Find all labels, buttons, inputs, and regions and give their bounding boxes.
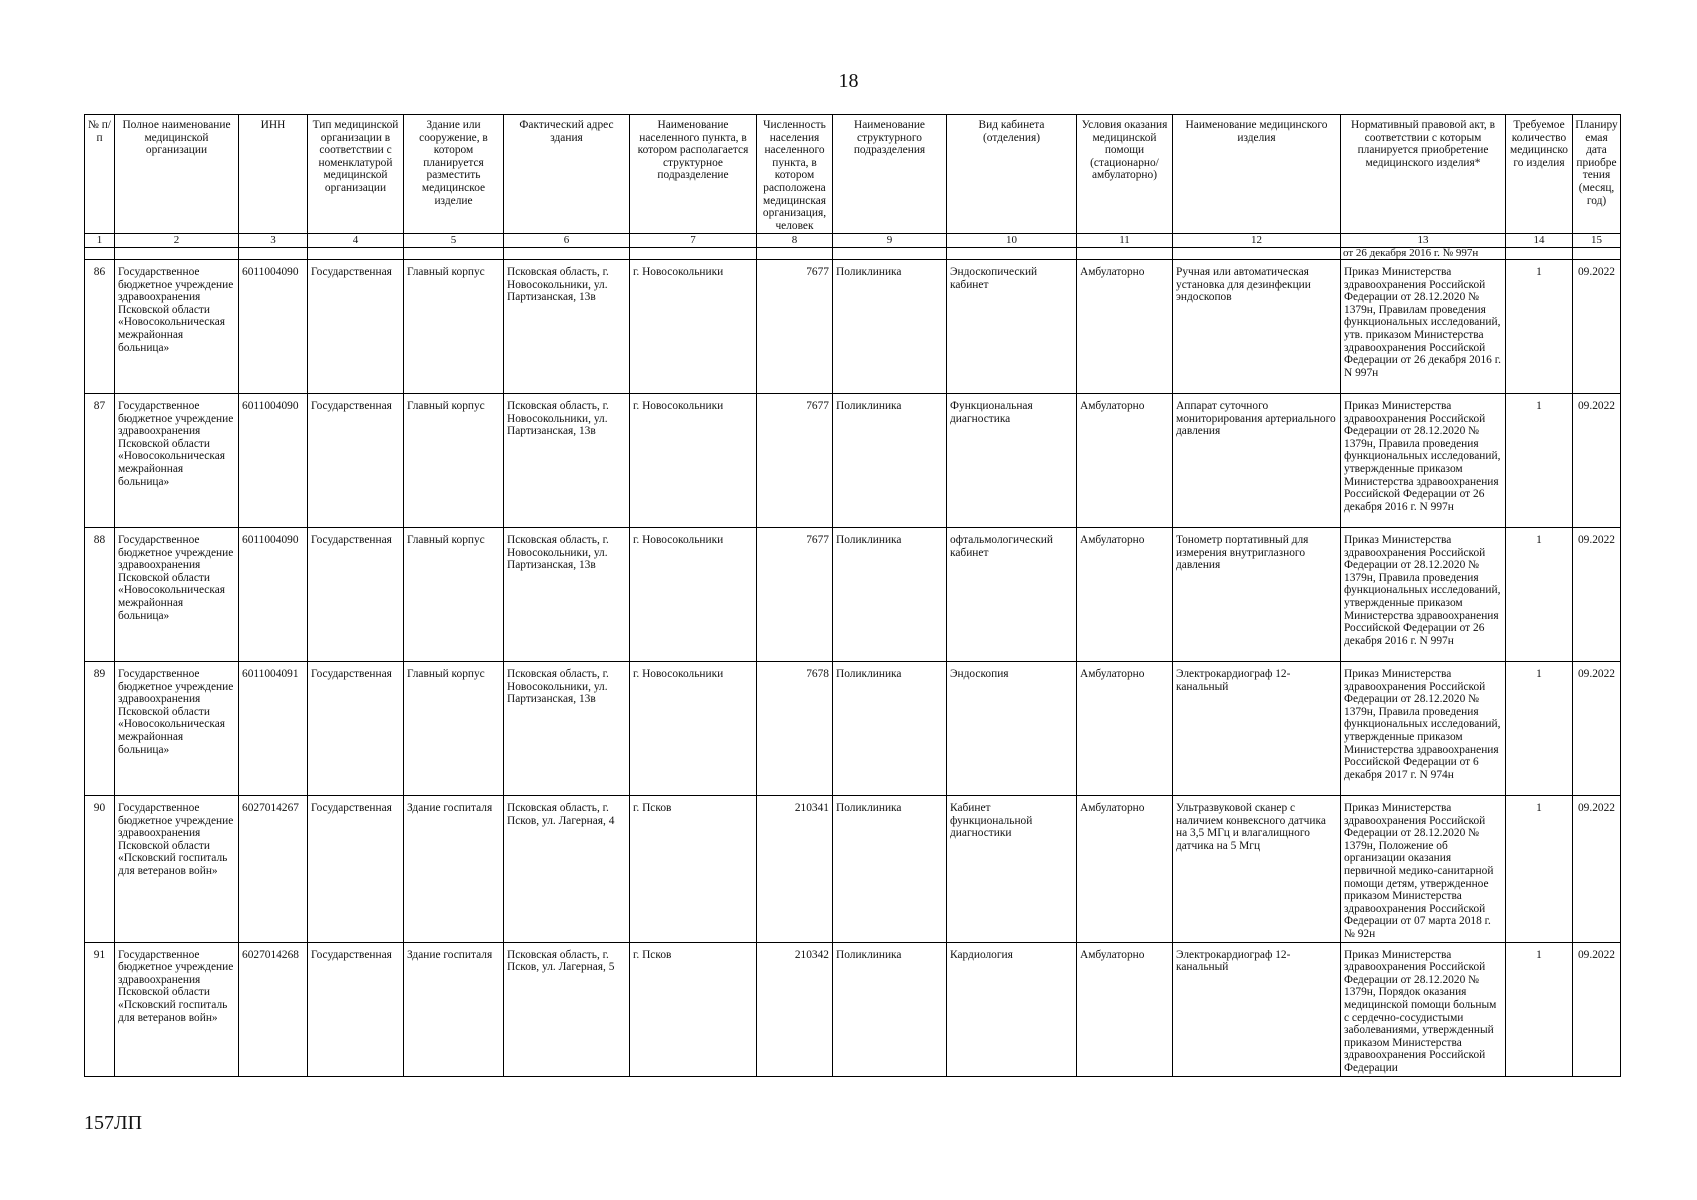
legal-act: Приказ Министерства здравоохранения Российской Федерации от 28.12.2020 № 1379н, Порядок оказания медицинской помощи больным с сердечно-сосудистыми заболеваниями, утвержденный приказом Министерства здравоохранения Российской Федерации: [1341, 942, 1506, 1076]
purchase-date: 09.2022: [1573, 260, 1621, 394]
structural-unit: Поликлиника: [833, 260, 947, 394]
organization-name: Государственное бюджетное учреждение здравоохранения Псковской области «Новосокольническая межрайонная больница»: [115, 260, 239, 394]
column-number: 5: [404, 234, 504, 248]
row-number: 86: [85, 260, 115, 394]
address-cell: Псковская область, г. Псков, ул. Лагерная, 5: [504, 942, 630, 1076]
organization-type: Государственная: [308, 394, 404, 528]
column-header: Тип медицинской организации в соответствии с номенклатурой медицинской организации: [308, 115, 404, 234]
equipment-table: [84, 114, 1621, 1077]
row-number: 89: [85, 662, 115, 796]
population-cell: 7678: [757, 662, 833, 796]
legal-act: Приказ Министерства здравоохранения Российской Федерации от 28.12.2020 № 1379н, Положение об организации оказания первичной медико-санитарной помощи детям, утвержденное приказом Министерства здравоохранения Российской Федерации от 07 марта 2018 г. № 92н: [1341, 796, 1506, 943]
locality-cell: г. Новосокольники: [630, 394, 757, 528]
device-name: Аппарат суточного мониторирования артериального давления: [1173, 394, 1341, 528]
locality-cell: г. Псков: [630, 942, 757, 1076]
care-conditions: Амбулаторно: [1077, 662, 1173, 796]
column-header: ИНН: [239, 115, 308, 234]
address-cell: Псковская область, г. Новосокольники, ул. Партизанская, 13в: [504, 394, 630, 528]
legal-act: Приказ Министерства здравоохранения Российской Федерации от 28.12.2020 № 1379н, Правила проведения функциональных исследований, утвержденные приказом Министерства здравоохранения Российской Федерации от 26 декабря 2016 г. N 997н: [1341, 394, 1506, 528]
device-name: Тонометр портативный для измерения внутриглазного давления: [1173, 528, 1341, 662]
population-cell: 7677: [757, 394, 833, 528]
organization-type: Государственная: [308, 942, 404, 1076]
inn-cell: 6011004091: [239, 662, 308, 796]
column-number-row: [85, 234, 1621, 248]
device-name: Электрокардиограф 12-канальный: [1173, 662, 1341, 796]
quantity-cell: 1: [1506, 662, 1573, 796]
column-header: Планируемая дата приобретения (месяц, год): [1573, 115, 1621, 234]
column-number: 12: [1173, 234, 1341, 248]
inn-cell: 6011004090: [239, 260, 308, 394]
structural-unit: Поликлиника: [833, 942, 947, 1076]
organization-type: Государственная: [308, 662, 404, 796]
column-header: Наименование медицинского изделия: [1173, 115, 1341, 234]
building-cell: Главный корпус: [404, 260, 504, 394]
address-cell: Псковская область, г. Новосокольники, ул. Партизанская, 13в: [504, 662, 630, 796]
structural-unit: Поликлиника: [833, 796, 947, 943]
care-conditions: Амбулаторно: [1077, 528, 1173, 662]
column-header: Фактический адрес здания: [504, 115, 630, 234]
locality-cell: г. Псков: [630, 796, 757, 943]
purchase-date: 09.2022: [1573, 528, 1621, 662]
column-number: 15: [1573, 234, 1621, 248]
population-cell: 210342: [757, 942, 833, 1076]
column-number: 8: [757, 234, 833, 248]
row-number: 91: [85, 942, 115, 1076]
quantity-cell: 1: [1506, 528, 1573, 662]
quantity-cell: 1: [1506, 796, 1573, 943]
building-cell: Здание госпиталя: [404, 942, 504, 1076]
column-number: 7: [630, 234, 757, 248]
table-row: [85, 662, 1621, 796]
cabinet-type: Эндоскопический кабинет: [947, 260, 1077, 394]
row-number: 87: [85, 394, 115, 528]
column-number: 11: [1077, 234, 1173, 248]
continuation-text: от 26 декабря 2016 г. № 997н: [1341, 248, 1506, 260]
address-cell: Псковская область, г. Новосокольники, ул. Партизанская, 13в: [504, 260, 630, 394]
continuation-row: [85, 248, 1621, 260]
table-body: [85, 260, 1621, 1077]
quantity-cell: 1: [1506, 394, 1573, 528]
legal-act: Приказ Министерства здравоохранения Российской Федерации от 28.12.2020 № 1379н, Правила проведения функциональных исследований, утвержденные приказом Министерства здравоохранения Российской Федерации от 6 декабря 2017 г. N 974н: [1341, 662, 1506, 796]
population-cell: 210341: [757, 796, 833, 943]
purchase-date: 09.2022: [1573, 662, 1621, 796]
column-header: № п/п: [85, 115, 115, 234]
cabinet-type: Функциональная диагностика: [947, 394, 1077, 528]
row-number: 88: [85, 528, 115, 662]
inn-cell: 6027014267: [239, 796, 308, 943]
locality-cell: г. Новосокольники: [630, 260, 757, 394]
inn-cell: 6011004090: [239, 528, 308, 662]
legal-act: Приказ Министерства здравоохранения Российской Федерации от 28.12.2020 № 1379н, Правилам проведения функциональных исследований, утв. приказом Министерства здравоохранения Российской Федерации от 26 декабря 2016 г. N 997н: [1341, 260, 1506, 394]
column-number: 14: [1506, 234, 1573, 248]
column-number: 6: [504, 234, 630, 248]
organization-name: Государственное бюджетное учреждение здравоохранения Псковской области «Псковский госпиталь для ветеранов войн»: [115, 942, 239, 1076]
device-name: Электрокардиограф 12-канальный: [1173, 942, 1341, 1076]
column-header: Вид кабинета (отделения): [947, 115, 1077, 234]
column-header: Нормативный правовой акт, в соответствии с которым планируется приобретение медицинского изделия*: [1341, 115, 1506, 234]
structural-unit: Поликлиника: [833, 528, 947, 662]
care-conditions: Амбулаторно: [1077, 260, 1173, 394]
column-number: 3: [239, 234, 308, 248]
row-number: 90: [85, 796, 115, 943]
purchase-date: 09.2022: [1573, 394, 1621, 528]
building-cell: Главный корпус: [404, 394, 504, 528]
table-row: [85, 260, 1621, 394]
page-number: 18: [838, 70, 859, 92]
column-header: Численность населения населенного пункта, в котором расположена медицинская организация, человек: [757, 115, 833, 234]
inn-cell: 6027014268: [239, 942, 308, 1076]
locality-cell: г. Новосокольники: [630, 662, 757, 796]
quantity-cell: 1: [1506, 942, 1573, 1076]
population-cell: 7677: [757, 528, 833, 662]
column-header: Здание или сооружение, в котором планируется разместить медицинское изделие: [404, 115, 504, 234]
device-name: Ручная или автоматическая установка для дезинфекции эндоскопов: [1173, 260, 1341, 394]
cabinet-type: Кардиология: [947, 942, 1077, 1076]
cabinet-type: офтальмологический кабинет: [947, 528, 1077, 662]
care-conditions: Амбулаторно: [1077, 394, 1173, 528]
column-number: 9: [833, 234, 947, 248]
organization-name: Государственное бюджетное учреждение здравоохранения Псковской области «Псковский госпиталь для ветеранов войн»: [115, 796, 239, 943]
column-number: 2: [115, 234, 239, 248]
address-cell: Псковская область, г. Новосокольники, ул. Партизанская, 13в: [504, 528, 630, 662]
inn-cell: 6011004090: [239, 394, 308, 528]
organization-type: Государственная: [308, 796, 404, 943]
purchase-date: 09.2022: [1573, 796, 1621, 943]
population-cell: 7677: [757, 260, 833, 394]
building-cell: Здание госпиталя: [404, 796, 504, 943]
column-header: Требуемое количество медицинского изделия: [1506, 115, 1573, 234]
table-row: [85, 796, 1621, 943]
quantity-cell: 1: [1506, 260, 1573, 394]
organization-type: Государственная: [308, 260, 404, 394]
organization-name: Государственное бюджетное учреждение здравоохранения Псковской области «Новосокольническая межрайонная больница»: [115, 662, 239, 796]
building-cell: Главный корпус: [404, 528, 504, 662]
column-number: 4: [308, 234, 404, 248]
purchase-date: 09.2022: [1573, 942, 1621, 1076]
column-header: Наименование населенного пункта, в котором располагается структурное подразделение: [630, 115, 757, 234]
legal-act: Приказ Министерства здравоохранения Российской Федерации от 28.12.2020 № 1379н, Правила проведения функциональных исследований, утвержденные приказом Министерства здравоохранения Российской Федерации от 26 декабря 2016 г. N 997н: [1341, 528, 1506, 662]
column-number: 1: [85, 234, 115, 248]
table-row: [85, 394, 1621, 528]
address-cell: Псковская область, г. Псков, ул. Лагерная, 4: [504, 796, 630, 943]
table-row: [85, 528, 1621, 662]
device-name: Ультразвуковой сканер с наличием конвексного датчика на 3,5 МГц и влагалищного датчика на 5 Мгц: [1173, 796, 1341, 943]
organization-name: Государственное бюджетное учреждение здравоохранения Псковской области «Новосокольническая межрайонная больница»: [115, 528, 239, 662]
locality-cell: г. Новосокольники: [630, 528, 757, 662]
organization-type: Государственная: [308, 528, 404, 662]
cabinet-type: Кабинет функциональной диагностики: [947, 796, 1077, 943]
table-header-row: [85, 115, 1621, 234]
care-conditions: Амбулаторно: [1077, 796, 1173, 943]
column-number: 13: [1341, 234, 1506, 248]
building-cell: Главный корпус: [404, 662, 504, 796]
column-header: Условия оказания медицинской помощи (стационарно/ амбулаторно): [1077, 115, 1173, 234]
organization-name: Государственное бюджетное учреждение здравоохранения Псковской области «Новосокольническая межрайонная больница»: [115, 394, 239, 528]
column-number: 10: [947, 234, 1077, 248]
care-conditions: Амбулаторно: [1077, 942, 1173, 1076]
cabinet-type: Эндоскопия: [947, 662, 1077, 796]
table-row: [85, 942, 1621, 1076]
structural-unit: Поликлиника: [833, 662, 947, 796]
document-code: 157ЛП: [84, 1112, 143, 1134]
column-header: Полное наименование медицинской организации: [115, 115, 239, 234]
structural-unit: Поликлиника: [833, 394, 947, 528]
column-header: Наименование структурного подразделения: [833, 115, 947, 234]
